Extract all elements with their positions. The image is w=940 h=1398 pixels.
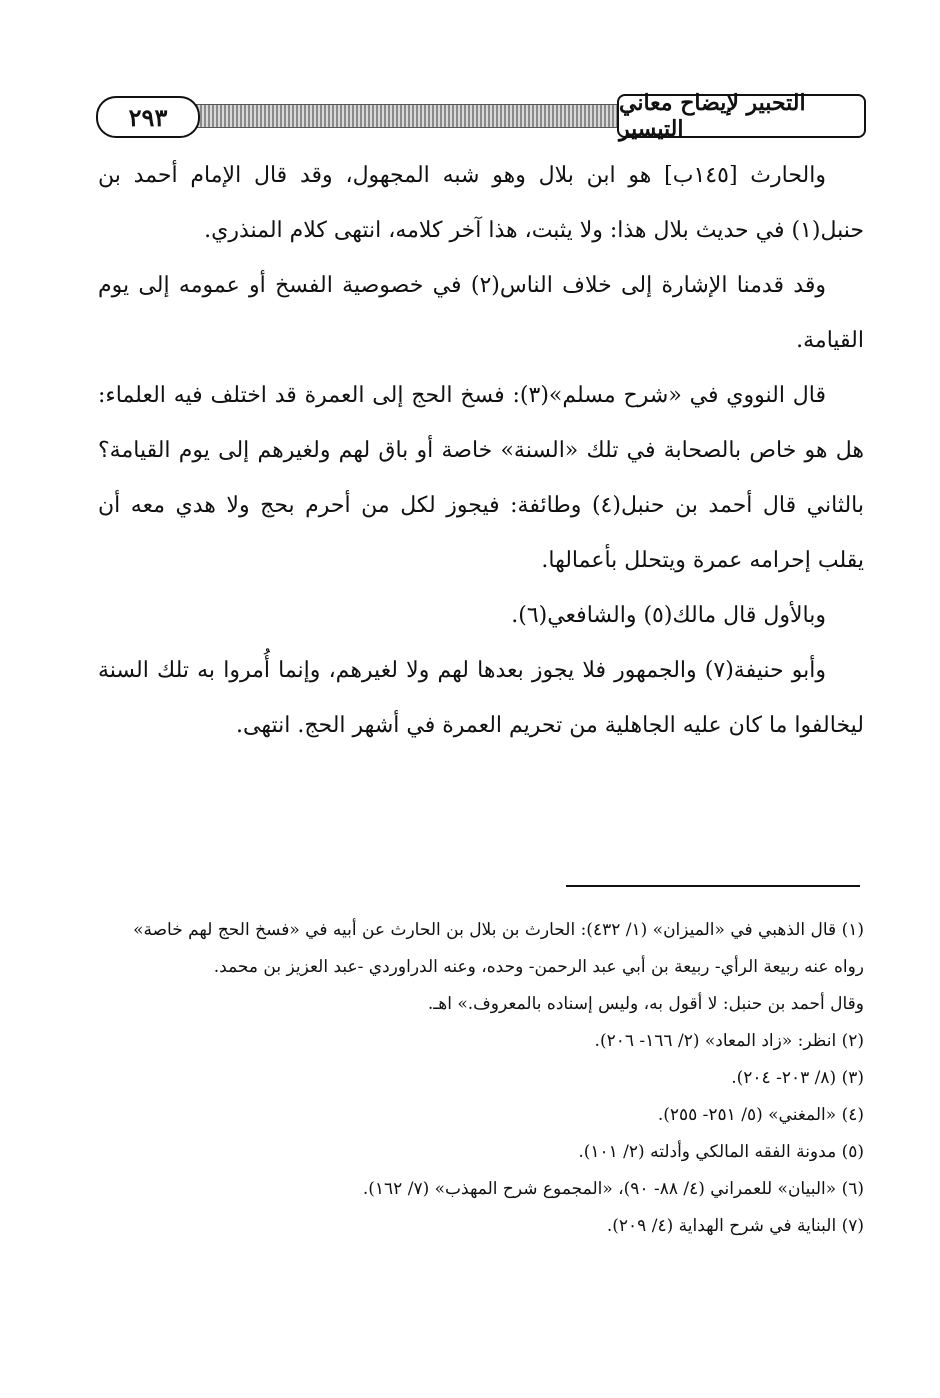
book-title: التحبير لإيضاح معاني التيسير [617, 94, 866, 138]
footnote: (٤) «المغني» (٥/ ٢٥١- ٢٥٥). [657, 1105, 864, 1125]
footnote: (٢) انظر: «زاد المعاد» (٢/ ١٦٦- ٢٠٦). [594, 1031, 864, 1051]
paragraph: قال النووي في «شرح مسلم»(٣): فسخ الحج إلى العمرة قد اختلف فيه العلماء: هل هو خاص بالصحابة في تلك «السنة» خاصة أو باق لهم ولغيرهم إلى يوم القيامة؟ بالثاني قال أحمد بن حنبل(٤) وطائفة: فيجوز لكل من أحرم بحج ولا هدي معه أن يقلب إحرامه عمرة ويتحلل بأعمالها. [98, 383, 864, 573]
footnote: (٦) «البيان» للعمراني (٤/ ٨٨- ٩٠)، «المجموع شرح المهذب» (٧/ ١٦٢). [362, 1179, 864, 1199]
footnote: (٧) البناية في شرح الهداية (٤/ ٢٠٩). [606, 1216, 864, 1236]
footnote: (٥) مدونة الفقه المالكي وأدلته (٢/ ١٠١). [578, 1142, 864, 1162]
footnote: (١) قال الذهبي في «الميزان» (١/ ٤٣٢): الحارث بن بلال بن الحارث عن أبيه في «فسخ الحج لهم خاصة» رواه عنه ربيعة الرأي- ربيعة بن أبي عبد الرحمن- وحده، وعنه الدراوردي -عبد العزيز بن محمد. [133, 920, 864, 977]
page-header [96, 90, 866, 142]
paragraph: وبالأول قال مالك(٥) والشافعي(٦). [511, 603, 826, 628]
paragraph: وأبو حنيفة(٧) والجمهور فلا يجوز بعدها لهم ولا لغيرهم، وإنما أُمروا به تلك السنة ليخالفوا ما كان عليه الجاهلية من تحريم العمرة في أشهر الحج. انتهى. [98, 658, 864, 738]
header-decorative-band [156, 104, 626, 128]
footnote-separator [566, 885, 860, 887]
paragraph: والحارث [١٤٥ب] هو ابن بلال وهو شبه المجهول، وقد قال الإمام أحمد بن حنبل(١) في حديث بلال هذا: ولا يثبت، هذا آخر كلامه، انتهى كلام المنذري. [98, 163, 864, 243]
paragraph: وقد قدمنا الإشارة إلى خلاف الناس(٢) في خصوصية الفسخ أو عمومه إلى يوم القيامة. [98, 273, 864, 353]
page-number: ٢٩٣ [96, 96, 200, 138]
main-text [98, 148, 864, 753]
footnote: (٣) (٨/ ٢٠٣- ٢٠٤). [731, 1068, 864, 1088]
footnote: وقال أحمد بن حنبل: لا أقول به، وليس إسناده بالمعروف.» اهـ. [427, 994, 864, 1014]
footnotes [98, 912, 864, 1245]
